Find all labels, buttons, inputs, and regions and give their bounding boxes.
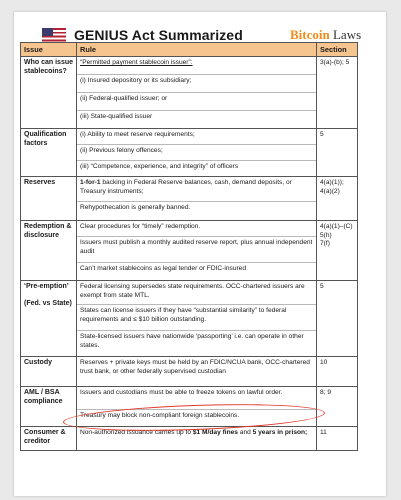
rule-line	[77, 177, 316, 202]
rule-cell	[77, 177, 317, 221]
rule-line: (iii) “Competence, experience, and integrity” of officers	[80, 163, 239, 171]
rule-cell	[77, 281, 317, 357]
rule-cell	[77, 387, 317, 427]
rule-cell	[77, 129, 317, 177]
us-flag-icon	[42, 28, 66, 43]
issue-cell: Qualification factors	[21, 129, 77, 177]
rule-line: (ii) Previous felony offences;	[77, 145, 316, 161]
rule-line: Clear procedures for “timely” redemption.	[77, 221, 316, 237]
column-header-section: Section	[317, 43, 358, 57]
rule-line: (ii) Federal-qualified issuer; or	[77, 93, 316, 111]
issue-title: ‘Pre-emption’	[24, 283, 69, 291]
rule-text: and	[237, 429, 253, 437]
rule-line: Issuers and custodians must be able to freeze tokens on lawful order.	[77, 387, 316, 410]
section-cell: 4(a)(1)); 4(a)(2)	[317, 177, 358, 221]
rule-line: (iii) State-qualified issuer	[80, 113, 153, 121]
rule-line: Can’t market stablecoins as legal tender or FDIC-insured	[80, 265, 247, 273]
rule-line: States can license issuers if they have “substantial similarity” to federal requirements and ≤ $10 billion outstanding.	[77, 305, 316, 331]
table-header-row	[21, 43, 358, 57]
issue-cell: AML / BSA compliance	[21, 387, 77, 427]
issue-subtitle: (Fed. vs State)	[24, 299, 72, 307]
column-header-issue: Issue	[21, 43, 77, 57]
issue-cell: Consumer & creditor	[21, 427, 77, 451]
rule-line	[77, 427, 316, 450]
rule-line: Federal licensing supersedes state requirements. OCC-chartered issuers are exempt from state MTL.	[77, 281, 316, 305]
rule-cell	[77, 427, 317, 451]
rule-bold-fine: $1 M/day fines	[192, 429, 238, 437]
rule-line: State-licensed issuers have nationwide ‘passporting’ i.e. can operate in other states.	[80, 333, 304, 349]
issue-cell: Who can issue stablecoins?	[21, 57, 77, 129]
table-row	[21, 221, 358, 281]
rule-bold-prison: 5 years in prison;	[252, 429, 308, 437]
column-header-rule: Rule	[77, 43, 317, 57]
section-cell: 5	[317, 281, 358, 357]
table-row	[21, 427, 358, 451]
rule-line: Treasury may block non-compliant foreign stablecoins.	[80, 412, 240, 420]
rule-line: Rehypothecation is generally banned.	[80, 204, 191, 212]
brand-bitcoin: Bitcoin	[290, 27, 330, 42]
table-row	[21, 57, 358, 129]
section-cell: 10	[317, 357, 358, 387]
rule-line: (i) Insured depository or its subsidiary;	[77, 75, 316, 93]
brand-logo	[290, 27, 361, 43]
section-cell: 8; 9	[317, 387, 358, 427]
rule-line: Reserves + private keys must be held by an FDIC/NCUA bank, OCC-chartered trust bank, or other federally supervised custodian	[80, 359, 310, 375]
table-row	[21, 177, 358, 221]
rule-line: Issuers must publish a monthly audited reserve report, plus annual independent audit	[77, 237, 316, 263]
document-title: GENIUS Act Summarized	[74, 27, 243, 43]
summary-table	[20, 42, 358, 451]
section-cell: 4(a)(1)–(C) 5(h) 7(f)	[317, 221, 358, 281]
table-row	[21, 357, 358, 387]
rule-bold-lead: 1-for-1	[80, 179, 101, 187]
issue-cell: Reserves	[21, 177, 77, 221]
rule-text: Non-authorized issuance carries up to	[80, 429, 193, 437]
rule-cell	[77, 357, 317, 387]
rule-line: (i) Ability to meet reserve requirements;	[77, 129, 316, 145]
issue-cell: Redemption & disclosure	[21, 221, 77, 281]
rule-cell	[77, 221, 317, 281]
issue-cell: Custody	[21, 357, 77, 387]
brand-laws: Laws	[332, 27, 362, 42]
section-cell: 3(a)-(b); 5	[317, 57, 358, 129]
table-row	[21, 129, 358, 177]
table-row	[21, 281, 358, 357]
section-cell: 11	[317, 427, 358, 451]
rule-line: “Permitted payment stablecoin issuer”:	[77, 57, 316, 75]
table-row	[21, 387, 358, 427]
issue-cell	[21, 281, 77, 357]
section-cell: 5	[317, 129, 358, 177]
rule-text: backing in Federal Reserve balances, cash, demand deposits, or Treasury instruments;	[80, 179, 292, 195]
rule-cell	[77, 57, 317, 129]
